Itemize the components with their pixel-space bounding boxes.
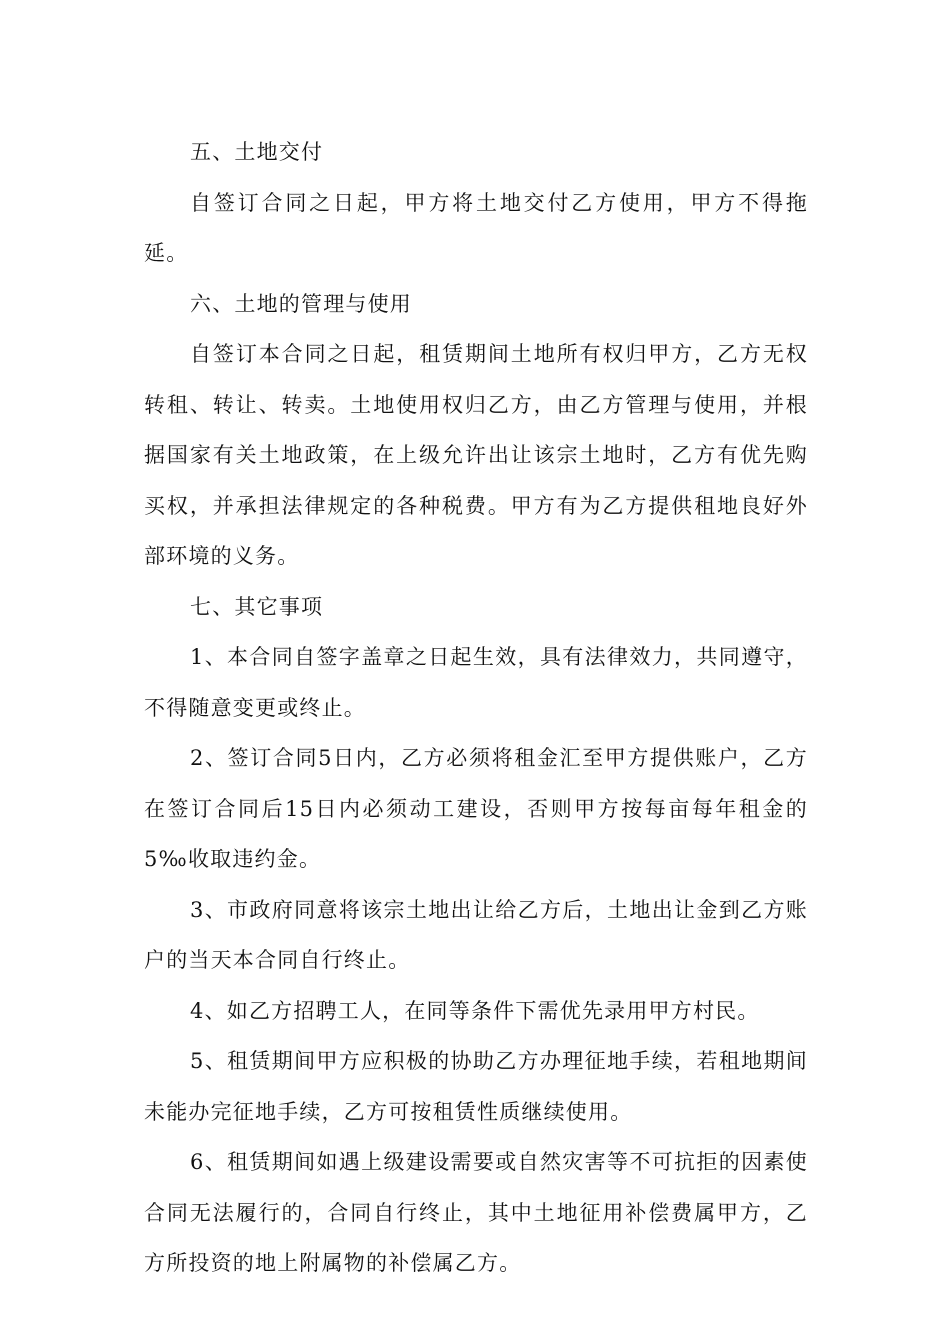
clause-2: 2、签订合同5日内，乙方必须将租金汇至甲方提供账户，乙方在签订合同后15日内必须动工建设，否则甲方按每亩每年租金的5‰收取违约金。 bbox=[144, 746, 808, 871]
clause-5: 5、租赁期间甲方应积极的协助乙方办理征地手续，若租地期间未能办完征地手续，乙方可按租赁性质继续使用。 bbox=[144, 1049, 808, 1124]
clause-3: 3、市政府同意将该宗土地出让给乙方后，土地出让金到乙方账户的当天本合同自行终止。 bbox=[144, 897, 808, 972]
clause-4: 4、如乙方招聘工人，在同等条件下需优先录用甲方村民。 bbox=[190, 998, 760, 1023]
section-heading-land-management: 六、土地的管理与使用 bbox=[190, 291, 412, 316]
paragraph-land-management: 自签订本合同之日起，租赁期间土地所有权归甲方，乙方无权转租、转让、转卖。土地使用权归乙方，由乙方管理与使用，并根据国家有关土地政策，在上级允许出让该宗土地时，乙方有优先购买权，并承担法律规定的各种税费。甲方有为乙方提供租地良好外部环境的义务。 bbox=[144, 342, 808, 568]
clause-6: 6、租赁期间如遇上级建设需要或自然灾害等不可抗拒的因素使合同无法履行的，合同自行终止，其中土地征用补偿费属甲方，乙方所投资的地上附属物的补偿属乙方。 bbox=[144, 1150, 808, 1275]
document-body bbox=[144, 127, 808, 1289]
paragraph-land-delivery: 自签订合同之日起，甲方将土地交付乙方使用，甲方不得拖延。 bbox=[144, 190, 808, 265]
section-heading-land-delivery: 五、土地交付 bbox=[190, 140, 324, 164]
clause-1: 1、本合同自签字盖章之日起生效，具有法律效力，共同遵守，不得随意变更或终止。 bbox=[144, 645, 808, 720]
section-heading-other-matters: 七、其它事项 bbox=[190, 594, 324, 619]
